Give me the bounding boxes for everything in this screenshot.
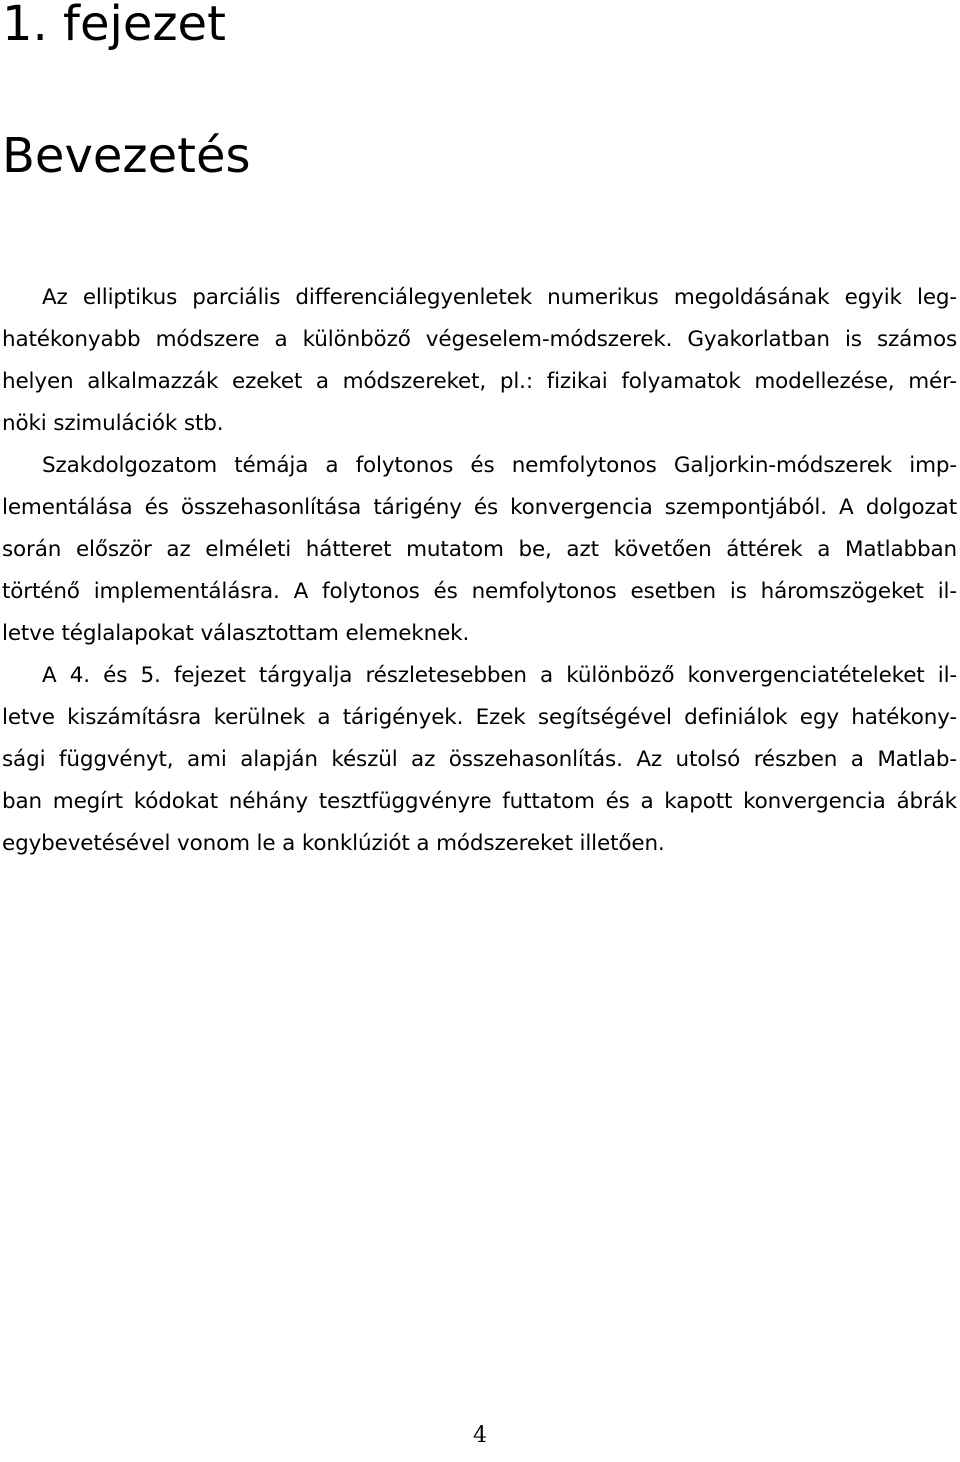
paragraph-line: ban megírt kódokat néhány tesztfüggvényre futtatom és a kapott konvergencia ábrák (2, 789, 957, 814)
paragraph-line: hatékonyabb módszere a különböző végeselem-módszerek. Gyakorlatban is számos (2, 327, 957, 352)
paragraph-line: letve kiszámításra kerülnek a tárigények. Ezek segítségével definiálok egy hatékony- (2, 705, 957, 730)
page-number: 4 (473, 1423, 487, 1448)
body-text (2, 277, 957, 865)
paragraph-line: A 4. és 5. fejezet tárgyalja részletesebben a különböző konvergenciatételeket il- (42, 663, 957, 688)
chapter-number: 1. fejezet (2, 0, 226, 52)
paragraph-line: letve téglalapokat választottam elemeknek. (2, 621, 470, 646)
paragraph-line: Szakdolgozatom témája a folytonos és nemfolytonos Galjorkin-módszerek imp- (42, 453, 957, 478)
paragraph-line: helyen alkalmazzák ezeket a módszereket, pl.: fizikai folyamatok modellezése, mér- (2, 369, 957, 394)
chapter-title: Bevezetés (2, 128, 251, 184)
paragraph-line: Az elliptikus parciális differenciálegyenletek numerikus megoldásának egyik leg- (42, 285, 957, 310)
paragraph-line: során először az elméleti hátteret mutatom be, azt követően áttérek a Matlabban (2, 537, 957, 562)
paragraph-line: nöki szimulációk stb. (2, 411, 224, 436)
paragraph-line: történő implementálásra. A folytonos és nemfolytonos esetben is háromszögeket il- (2, 579, 957, 604)
paragraph-line: egybevetésével vonom le a konklúziót a módszereket illetően. (2, 831, 665, 856)
paragraph-line: lementálása és összehasonlítása tárigény és konvergencia szempontjából. A dolgozat (2, 495, 957, 520)
paragraph-line: sági függvényt, ami alapján készül az összehasonlítás. Az utolsó részben a Matlab- (2, 747, 957, 772)
